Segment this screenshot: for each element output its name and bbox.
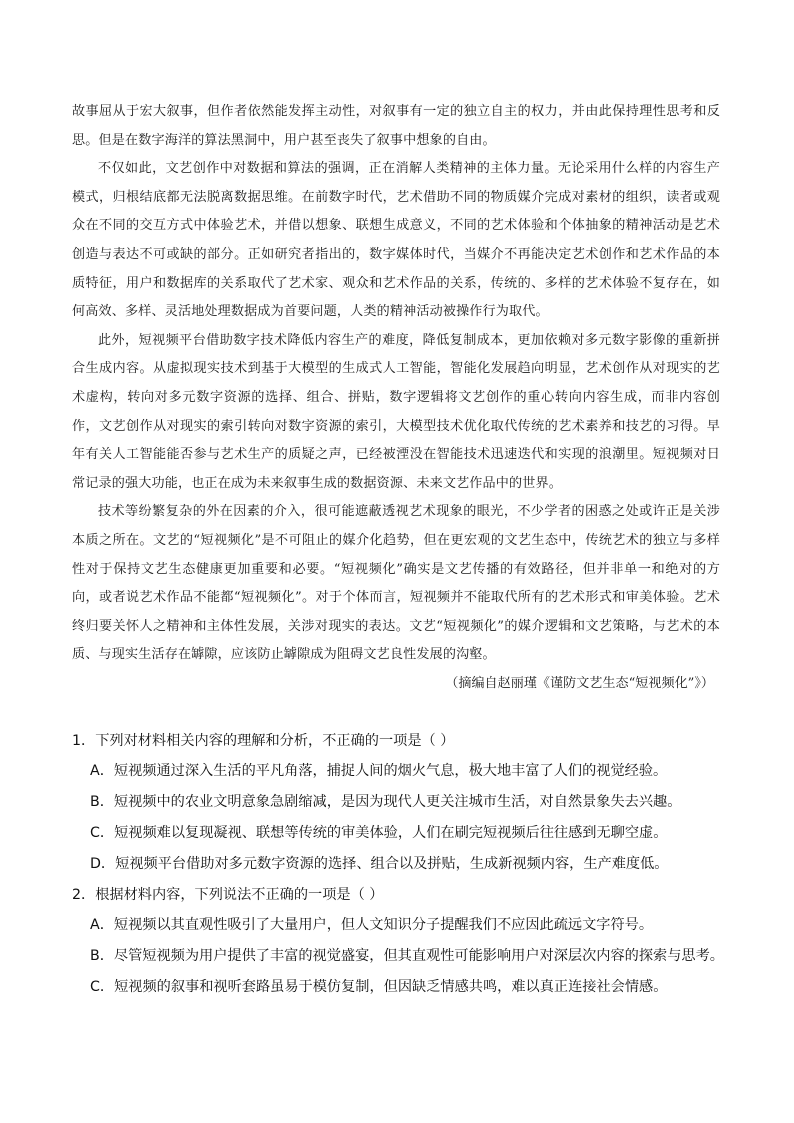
option-text: 短视频的叙事和视听套路虽易于模仿复制，但因缺乏情感共鸣，难以真正连接社会情感。 [114,979,668,995]
option-text: 短视频平台借助对多元数字资源的选择、组合以及拼贴，生成新视频内容，生产难度低。 [115,856,669,872]
option-b [72,941,732,972]
option-d [72,849,732,880]
passage-paragraph-4: 技术等纷繁复杂的外在因素的介入，很可能遮蔽透视艺术现象的眼光，不少学者的困惑之处或许正是关涉本质之所在。文艺的“短视频化”是不可阻止的媒介化趋势，但在更宏观的文艺生态中，传统艺术的独立与多样性对于保持文艺生态健康更加重要和必要。“短视频化”确实是文艺传播的有效路径，但并非单一和绝对的方向，或者说艺术作品不能都“短视频化”。对于个体而言，短视频并不能取代所有的艺术形式和审美体验。艺术终归要关怀人之精神和主体性发展，关涉对现实的表达。文艺“短视频化”的媒介逻辑和文艺策略，与艺术的本质、与现实生活存在罅隙，应该防止罅隙成为阻碍文艺良性发展的沟壑。 [72,504,720,663]
option-letter: C． [90,825,115,841]
passage-paragraph-2: 不仅如此，文艺创作中对数据和算法的强调，正在消解人类精神的主体力量。无论采用什么样的内容生产模式，归根结底都无法脱离数据思维。在前数字时代，艺术借助不同的物质媒介完成对素材的组织，读者或观众在不同的交互方式中体验艺术，并借以想象、联想生成意义，不同的艺术体验和个体抽象的精神活动是艺术创造与表达不可或缺的部分。正如研究者指出的，数字媒体时代，当媒介不再能决定艺术创作和艺术作品的本质特征，用户和数据库的关系取代了艺术家、观众和艺术作品的关系，传统的、多样的艺术体验不复存在，如何高效、多样、灵活地处理数据成为首要问题，人类的精神活动被操作行为取代。 [72,161,720,320]
option-a [72,756,732,787]
option-letter: A． [90,763,114,779]
question-section [72,726,732,1003]
option-a [72,910,732,941]
option-c [72,972,732,1003]
option-text: 短视频通过深入生活的平凡角落，捕捉人间的烟火气息，极大地丰富了人们的视觉经验。 [113,763,668,779]
passage-paragraph-3: 此外，短视频平台借助数字技术降低内容生产的难度，降低复制成本，更加依赖对多元数字影像的重新拼合生成内容。从虚拟现实技术到基于大模型的生成式人工智能，智能化发展趋向明显，艺术创作从对现实的艺术虚构，转向对多元数字资源的选择、组合、拼贴，数字逻辑将文艺创作的重心转向内容生成，而非内容创作，文艺创作从对现实的索引转向对数字资源的索引，大模型技术优化取代传统的艺术素养和技艺的习得。早年有关人工智能能否参与艺术生产的质疑之声，已经被湮没在智能技术迅速迭代和实现的浪潮里。短视频对日常记录的强大功能，也正在成为未来叙事生成的数据资源、未来文艺作品中的世界。 [72,332,720,491]
option-text: 短视频中的农业文明意象急剧缩减，是因为现代人更关注城市生活，对自然景象失去兴趣。 [113,794,682,810]
option-letter: B． [90,948,114,964]
option-text: 尽管短视频为用户提供了丰富的视觉盛宴，但其直观性可能影响用户对深层次内容的探索与思考。 [113,948,724,964]
question-stem: 2．根据材料内容，下列说法不正确的一项是（ ） [72,887,384,903]
option-b [72,787,732,818]
passage-source: （摘编自赵丽瑾《谨防文艺生态“短视频化”》） [445,675,714,691]
option-text: 短视频以其直观性吸引了大量用户，但人文知识分子提醒我们不应因此疏远文字符号。 [113,917,654,933]
question-2 [72,880,732,1003]
option-letter: A． [90,917,114,933]
option-letter: B． [90,794,114,810]
option-text: 短视频难以复现凝视、联想等传统的审美体验，人们在刷完短视频后往往感到无聊空虚。 [114,825,668,841]
reading-passage [72,98,720,698]
option-letter: C． [90,979,115,995]
question-1 [72,726,732,880]
option-letter: D． [90,856,116,872]
question-stem: 1．下列对材料相关内容的理解和分析，不正确的一项是（ ） [72,733,455,749]
option-c [72,818,732,849]
passage-paragraph-1: 故事屈从于宏大叙事，但作者依然能发挥主动性，对叙事有一定的独立自主的权力，并由此保持理性思考和反思。但是在数字海洋的算法黑洞中，用户甚至丧失了叙事中想象的自由。 [72,104,720,148]
